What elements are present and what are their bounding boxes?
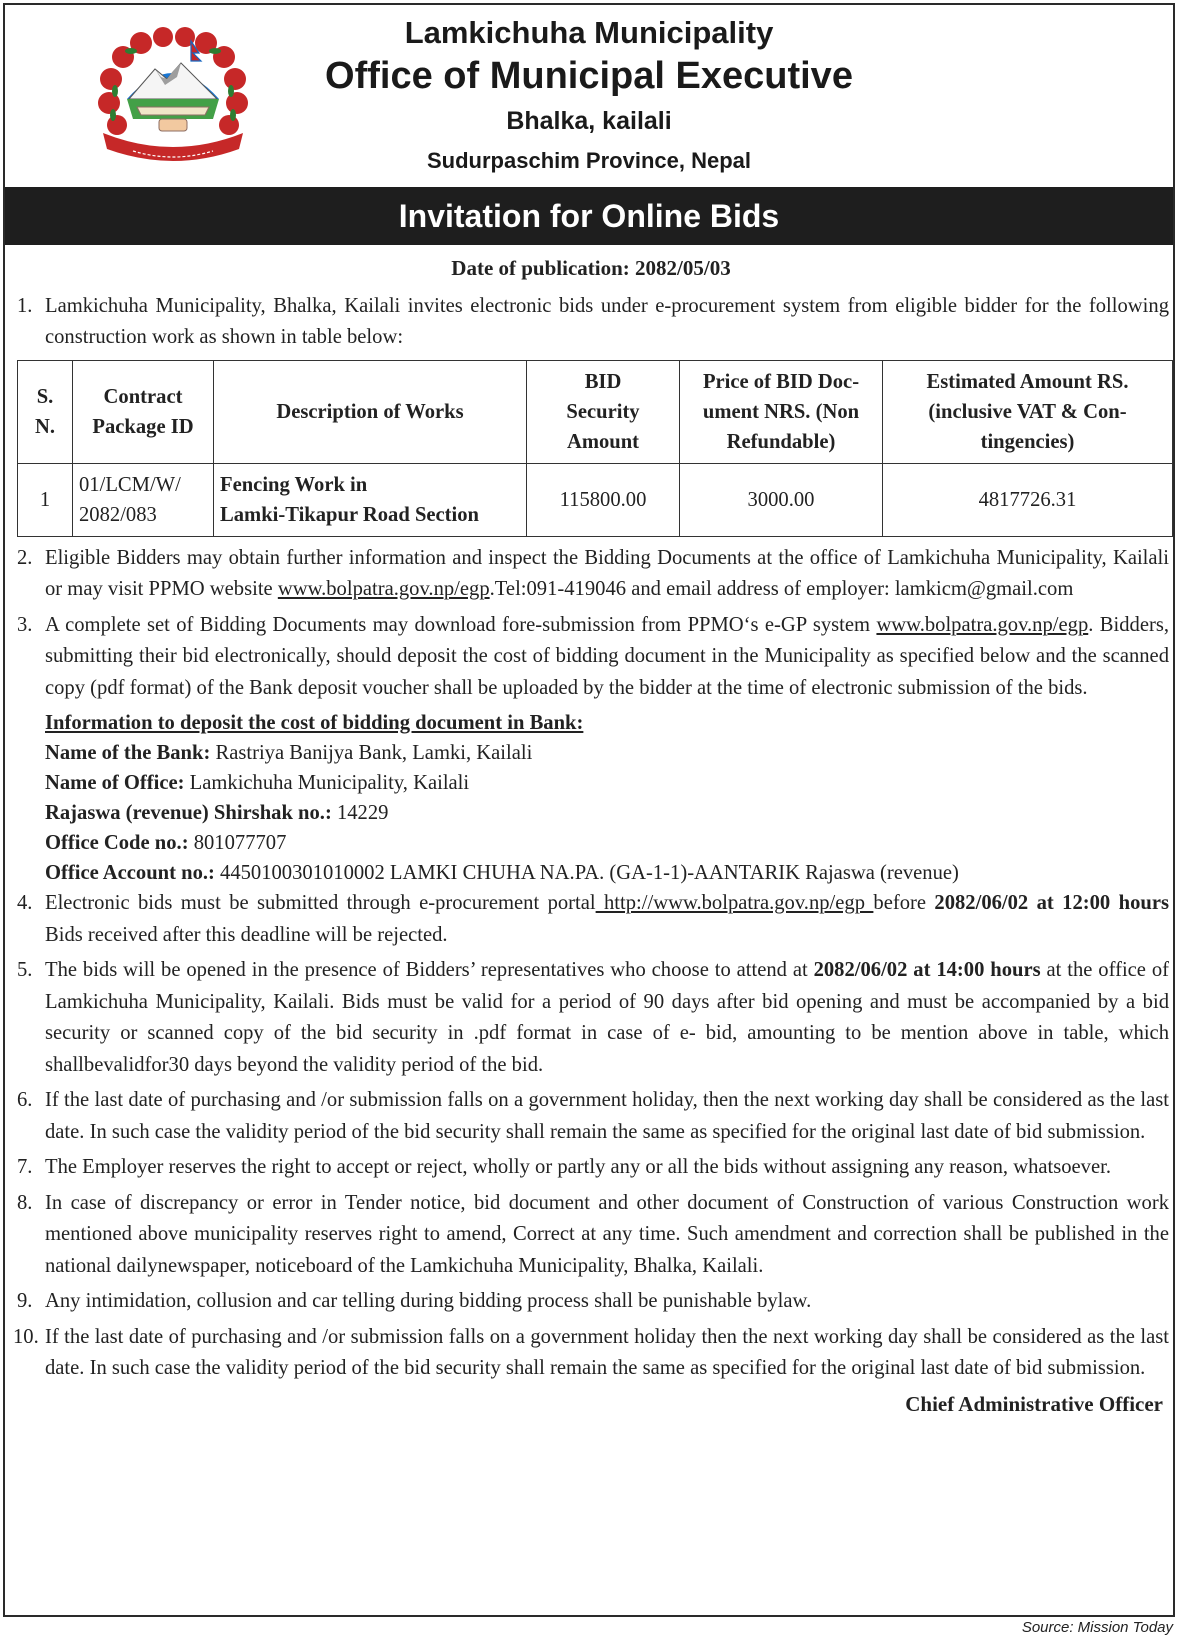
- municipality-name: Lamkichuha Municipality: [404, 15, 774, 50]
- paragraph-text-tail: . Bidders, submitting their bid electronically, should deposit the cost of bidding document in the Municipality as specified below and the scanned copy (pdf format) of the Bank deposit voucher shall be uploaded by the bidder at the time of electronic submission of the bids.: [45, 613, 1169, 699]
- notice-body: [13, 253, 1169, 1420]
- paragraph-7: [13, 1152, 1169, 1184]
- paragraph-text: Any intimidation, collusion and car telling during bidding process shall be punishable bylaw.: [45, 1290, 812, 1312]
- cell-doc-price: 3000.00: [680, 463, 883, 536]
- paragraph-text: The Employer reserves the right to accept or reject, wholly or partly any or all the bids without assigning any reason, whatsoever.: [45, 1156, 1111, 1178]
- bank-deposit-info: [13, 708, 1169, 888]
- table-header-row: [18, 360, 1173, 463]
- cell-package-id: 01/LCM/W/ 2082/083: [73, 463, 214, 536]
- notice-title-banner: Invitation for Online Bids: [5, 187, 1173, 245]
- paragraph-5: 5. The bids will be opened in the presence of Bidders’ representatives who choose to attend at 2082/06/02 at 14:00 hours at the office of Lamkichuha Municipality, Kailali. Bids must be valid for a period of 90 days after bid opening and must be accompanied by a bid security or scanned copy of the bid security in .pdf format in case of e- bid, amounting to be mention above in table, which shallbevalidfor30 days beyond the validity period of the bid.: [13, 955, 1169, 1081]
- paragraph-8: [13, 1188, 1169, 1283]
- office-account-row: Office Account no.: 4450100301010002 LAMKI CHUHA NA.PA. (GA-1-1)-AANTARIK Rajaswa (revenue): [45, 862, 959, 884]
- paragraph-number: 7.: [17, 1156, 33, 1178]
- paragraph-number: 6.: [17, 1089, 33, 1111]
- column-header-doc-price: Price of BID Doc- ument NRS. (Non Refundable): [680, 360, 883, 463]
- bank-name-row: Name of the Bank: Rastriya Banijya Bank, Lamki, Kailali: [45, 742, 533, 764]
- egp-portal-link[interactable]: http://www.bolpatra.gov.np/egp: [595, 892, 874, 914]
- column-header-package-id: Contract Package ID: [73, 360, 214, 463]
- paragraph-text: If the last date of purchasing and /or submission falls on a government holiday then the next working day shall be considered as the last date. In such case the validity period of the bid security shall remain the same as specified for the original last date of bid submission.: [45, 1325, 1169, 1379]
- column-header-sn: S. N.: [18, 360, 73, 463]
- paragraph-text: Lamkichuha Municipality, Bhalka, Kailali invites electronic bids under e-procurement system from eligible bidder for the following construction work as shown in table below:: [45, 294, 1169, 348]
- column-header-estimated-amount: Estimated Amount RS. (inclusive VAT & Con- tingencies): [883, 360, 1173, 463]
- signatory-title: Chief Administrative Officer: [905, 1391, 1163, 1416]
- paragraph-number: 3.: [17, 613, 33, 636]
- paragraph-number: 8.: [17, 1191, 33, 1214]
- paragraph-number: 5.: [17, 959, 33, 981]
- bank-info-heading: Information to deposit the cost of bidding document in Bank:: [45, 712, 584, 734]
- column-header-description: Description of Works: [214, 360, 527, 463]
- paragraph-number: 10.: [13, 1325, 39, 1348]
- cell-description: Fencing Work in Lamki-Tikapur Road Section: [214, 463, 527, 536]
- paragraph-10: [13, 1322, 1169, 1385]
- bid-table: [17, 360, 1173, 537]
- paragraph-text: If the last date of purchasing and /or submission falls on a government holiday, then the next working day shall be considered as the last date. In such case the validity period of the bid security shall remain the same as specified for the original last date of bid submission.: [45, 1089, 1169, 1143]
- publication-date: Date of publication: 2082/05/03: [451, 256, 731, 280]
- paragraph-number: 4.: [17, 892, 33, 914]
- paragraph-number: 9.: [17, 1290, 33, 1312]
- paragraph-text: Eligible Bidders may obtain further information and inspect the Bidding Documents at the office of Lamkichuha Municipality, Kailali or may visit PPMO website: [45, 546, 1169, 600]
- paragraph-text-tail: .Tel:091-419046 and email address of employer: lamkicm@gmail.com: [489, 578, 1074, 600]
- office-location: Bhalka, kailali: [506, 107, 672, 135]
- submission-deadline: 2082/06/02 at 12:00 hours: [934, 892, 1169, 914]
- paragraph-6: [13, 1085, 1169, 1148]
- column-header-bid-security: BID Security Amount: [527, 360, 680, 463]
- paragraph-text: A complete set of Bidding Documents may download fore-submission from PPMO‘s e-GP system: [45, 613, 877, 636]
- cell-sn: 1: [18, 463, 73, 536]
- header: [5, 5, 1173, 187]
- paragraph-4: 4. Electronic bids must be submitted through e-procurement portal http://www.bolpatra.gov.np/egp before 2082/06/02 at 12:00 hours Bids received after this deadline will be rejected.: [13, 888, 1169, 951]
- paragraph-2: [13, 543, 1169, 606]
- office-code-row: Office Code no.: 801077707: [45, 832, 287, 854]
- table-row: [18, 463, 1173, 536]
- cell-bid-security: 115800.00: [527, 463, 680, 536]
- egp-system-link[interactable]: www.bolpatra.gov.np/egp: [876, 613, 1089, 636]
- revenue-heading-row: Rajaswa (revenue) Shirshak no.: 14229: [45, 802, 389, 824]
- source-credit: Source: Mission Today: [1021, 1619, 1173, 1636]
- province-name: Sudurpaschim Province, Nepal: [427, 148, 751, 173]
- paragraph-number: 2.: [17, 546, 33, 569]
- paragraph-3: [13, 610, 1169, 705]
- cell-estimated-amount: 4817726.31: [883, 463, 1173, 536]
- bid-opening-time: 2082/06/02 at 14:00 hours: [813, 959, 1041, 981]
- office-name: Office of Municipal Executive: [325, 55, 853, 97]
- paragraph-text: In case of discrepancy or error in Tender notice, bid document and other document of Construction of various Construction work mentioned above municipality reserves right to amend, Correct at any time. Such amendment and correction shall be published in the national dailynewspaper, noticeboard of the Lamkichuha Municipality, Bhalka, Kailali.: [45, 1191, 1169, 1277]
- ppmo-website-link[interactable]: www.bolpatra.gov.np/egp: [277, 578, 490, 600]
- paragraph-number: 1.: [17, 294, 33, 317]
- notice-frame: [3, 3, 1175, 1617]
- office-name-row: Name of Office: Lamkichuha Municipality, Kailali: [45, 772, 470, 794]
- paragraph-1: [13, 291, 1169, 354]
- paragraph-9: [13, 1286, 1169, 1318]
